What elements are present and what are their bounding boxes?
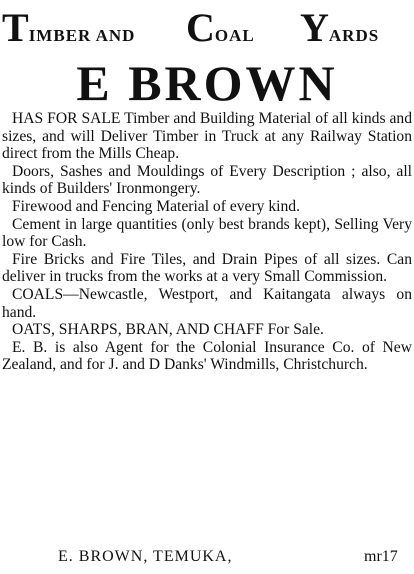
masthead-word-timber bbox=[2, 4, 135, 51]
paragraph-cement: Cement in large quantities (only best brands kept), Selling Very low for Cash. bbox=[2, 215, 412, 251]
masthead-initial-c: C bbox=[186, 5, 215, 50]
insertion-code: mr17 bbox=[364, 548, 398, 565]
masthead-rest-yards: ARDS bbox=[328, 26, 380, 45]
advertisement-body bbox=[2, 110, 412, 374]
paragraph-firewood: Firewood and Fencing Material of every kind. bbox=[12, 197, 300, 215]
masthead-word-coal bbox=[186, 4, 255, 51]
paragraph-doors: Doors, Sashes and Mouldings of Every Description ; also, all kinds of Builders' Ironmongery. bbox=[2, 162, 412, 198]
masthead-word-yards bbox=[300, 4, 379, 51]
masthead-initial-t: T bbox=[2, 5, 29, 50]
masthead-rest-coal: OAL bbox=[214, 26, 255, 45]
paragraph-timber: HAS FOR SALE Timber and Building Material of all kinds and sizes, and will Deliver Timber in Truck at any Railway Station direct from the Mills Cheap. bbox=[2, 110, 412, 163]
paragraph-agent: E. B. is also Agent for the Colonial Insurance Co. of New Zealand, and for J. and D Danks' Windmills, Christchurch. bbox=[2, 338, 412, 374]
masthead bbox=[0, 0, 414, 56]
paragraph-coals: COALS—Newcastle, Westport, and Kaitangata always on hand. bbox=[2, 285, 412, 321]
paragraph-oats: OATS, SHARPS, BRAN, AND CHAFF For Sale. bbox=[12, 321, 324, 339]
masthead-initial-y: Y bbox=[300, 5, 329, 50]
paragraph-fire-bricks: Fire Bricks and Fire Tiles, and Drain Pipes of all sizes. Can deliver in trucks from the works at a very Small Commission. bbox=[2, 250, 412, 286]
advertiser-name: E BROWN bbox=[76, 55, 338, 111]
signoff-name: E. BROWN, TEMUKA, bbox=[58, 548, 233, 565]
masthead-rest-timber: IMBER AND bbox=[28, 26, 136, 45]
